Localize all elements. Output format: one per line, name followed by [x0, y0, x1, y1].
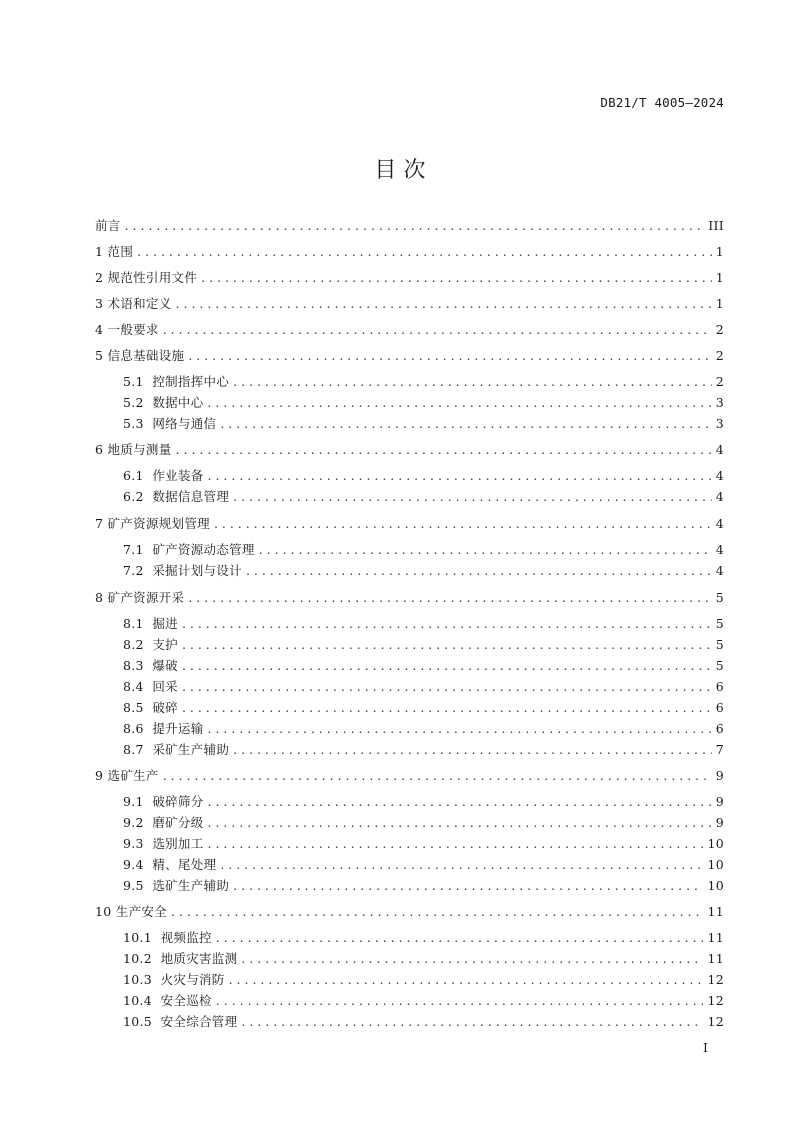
toc-entry-page: 4: [715, 516, 724, 531]
toc-entry-label: 数据信息管理: [152, 489, 230, 504]
toc-entry[interactable]: [123, 563, 724, 579]
toc-entry-page: 12: [707, 993, 724, 1008]
toc-entry[interactable]: [123, 794, 724, 810]
dot-leader: [201, 270, 712, 286]
toc-entry-number: 8: [95, 590, 108, 605]
toc-entry-number: 10.5: [123, 1014, 161, 1029]
toc-entry-page: 1: [715, 270, 724, 285]
toc-entry[interactable]: [123, 700, 724, 716]
toc-entry[interactable]: [95, 218, 724, 234]
toc-entry-page: III: [708, 218, 724, 233]
toc-title: 目 次: [374, 158, 426, 183]
toc-entry-number: 10.4: [123, 993, 161, 1008]
toc-entry-page: 6: [715, 700, 724, 715]
dot-leader: [188, 348, 711, 364]
dot-leader: [259, 542, 712, 558]
toc-entry-label: 术语和定义: [107, 296, 172, 311]
toc-entry-page: 5: [715, 637, 724, 652]
toc-entry-label: 控制指挥中心: [152, 374, 230, 389]
toc-entry-page: 11: [707, 930, 724, 945]
dot-leader: [188, 590, 711, 606]
toc-entry[interactable]: [95, 244, 724, 260]
toc-entry-page: 5: [715, 658, 724, 673]
toc-entry-label: 规范性引用文件: [107, 270, 198, 285]
toc-entry[interactable]: [123, 993, 724, 1009]
toc-entry-label: 前言: [95, 218, 121, 233]
toc-entry-label: 火灾与消防: [160, 972, 225, 987]
toc-entry[interactable]: [95, 348, 724, 364]
toc-entry-page: 2: [715, 374, 724, 389]
dot-leader: [182, 658, 712, 674]
toc-entry[interactable]: [95, 590, 724, 606]
toc-entry-number: 7.1: [123, 542, 153, 557]
dot-leader: [163, 768, 712, 784]
toc-entry-label: 一般要求: [107, 322, 159, 337]
dot-leader: [208, 815, 712, 831]
dot-leader: [137, 244, 712, 260]
toc-entry-label: 支护: [152, 637, 178, 652]
toc-entry-number: 10.2: [123, 951, 161, 966]
toc-entry-page: 11: [707, 951, 724, 966]
toc-entry[interactable]: [123, 542, 724, 558]
toc-entry-number: 9: [95, 768, 108, 783]
toc-entry-label: 回采: [152, 679, 178, 694]
toc-entry-page: 4: [715, 542, 724, 557]
toc-entry-number: 9.1: [123, 794, 153, 809]
toc-entry[interactable]: [123, 468, 724, 484]
toc-entry-page: 10: [707, 878, 724, 893]
toc-entry-page: 6: [715, 679, 724, 694]
toc-entry-page: 4: [715, 489, 724, 504]
toc-entry-label: 掘进: [152, 616, 178, 631]
toc-entry[interactable]: [123, 1014, 724, 1030]
toc-entry[interactable]: [95, 296, 724, 312]
toc-entry[interactable]: [95, 270, 724, 286]
toc-entry-number: 9.3: [123, 836, 153, 851]
toc-entry-label: 安全巡检: [160, 993, 212, 1008]
toc-entry[interactable]: [95, 442, 724, 458]
toc-entry-number: 9.4: [123, 857, 153, 872]
toc-entry-number: 6.2: [123, 489, 153, 504]
toc-entry-page: 11: [707, 904, 724, 919]
toc-entry-page: 10: [707, 836, 724, 851]
toc-entry[interactable]: [95, 768, 724, 784]
toc-entry-number: 9.2: [123, 815, 153, 830]
toc-entry-number: 6: [95, 442, 108, 457]
dot-leader: [208, 721, 712, 737]
toc-entry-page: 2: [715, 348, 724, 363]
toc-entry[interactable]: [123, 658, 724, 674]
dot-leader: [246, 563, 712, 579]
toc-entry-label: 数据中心: [152, 395, 204, 410]
toc-entry[interactable]: [123, 815, 724, 831]
toc-entry-number: 8.2: [123, 637, 153, 652]
toc-entry-number: 5.3: [123, 416, 153, 431]
toc-entry-label: 选矿生产: [107, 768, 159, 783]
toc-entry-page: 1: [715, 296, 724, 311]
toc-entry[interactable]: [123, 878, 724, 894]
toc-entry-page: 7: [715, 742, 724, 757]
toc-entry-number: 7.2: [123, 563, 153, 578]
toc-entry-label: 磨矿分级: [152, 815, 204, 830]
toc-entry[interactable]: [123, 637, 724, 653]
dot-leader: [233, 374, 712, 390]
toc-entry-label: 作业装备: [152, 468, 204, 483]
toc-entry[interactable]: [123, 742, 724, 758]
dot-leader: [220, 857, 703, 873]
toc-entry-number: 6.1: [123, 468, 153, 483]
toc-entry-page: 3: [715, 416, 724, 431]
dot-leader: [176, 442, 712, 458]
toc-entry-label: 安全综合管理: [160, 1014, 238, 1029]
dot-leader: [214, 516, 712, 532]
toc-entry-label: 范围: [107, 244, 134, 259]
toc-entry-label: 提升运输: [152, 721, 204, 736]
toc-entry-page: 9: [715, 815, 724, 830]
toc-entry[interactable]: [123, 616, 724, 632]
toc-entry-label: 视频监控: [160, 930, 212, 945]
toc-entry-label: 矿产资源开采: [107, 590, 185, 605]
toc-entry-number: 5: [95, 348, 108, 363]
toc-entry-label: 破碎筛分: [152, 794, 204, 809]
toc-entry-number: 5.1: [123, 374, 153, 389]
toc-entry-page: 6: [715, 721, 724, 736]
toc-entry[interactable]: [95, 904, 724, 920]
dot-leader: [182, 700, 712, 716]
dot-leader: [208, 395, 712, 411]
dot-leader: [125, 218, 705, 234]
dot-leader: [220, 416, 711, 432]
dot-leader: [163, 322, 712, 338]
toc-entry-label: 网络与通信: [152, 416, 217, 431]
toc-entry[interactable]: [95, 322, 724, 338]
dot-leader: [182, 616, 712, 632]
toc-entry-number: 2: [95, 270, 108, 285]
toc-entry-page: 12: [707, 972, 724, 987]
dot-leader: [216, 993, 704, 1009]
toc-entry[interactable]: [123, 374, 724, 390]
toc-entry-number: 8.6: [123, 721, 153, 736]
dot-leader: [233, 878, 703, 894]
toc-entry-number: 8.7: [123, 742, 153, 757]
dot-leader: [208, 794, 712, 810]
toc-entry-page: 12: [707, 1014, 724, 1029]
toc-entry-number: 8.1: [123, 616, 153, 631]
toc-entry-number: 10.3: [123, 972, 161, 987]
standard-code: DB21/T 4005—2024: [600, 95, 724, 110]
dot-leader: [216, 930, 704, 946]
dot-leader: [233, 489, 712, 505]
dot-leader: [182, 679, 712, 695]
toc-entry-label: 爆破: [152, 658, 178, 673]
toc-entry-page: 10: [707, 857, 724, 872]
toc-entry[interactable]: [123, 857, 724, 873]
toc-entry-label: 地质与测量: [107, 442, 172, 457]
toc-entry[interactable]: [123, 395, 724, 411]
toc-entry-number: 9.5: [123, 878, 153, 893]
toc-entry-page: 9: [715, 794, 724, 809]
toc-entry-number: 7: [95, 516, 108, 531]
toc-entry[interactable]: [123, 836, 724, 852]
toc-entry-label: 采矿生产辅助: [152, 742, 230, 757]
toc-entry-number: 8.5: [123, 700, 153, 715]
toc-entry[interactable]: [123, 416, 724, 432]
toc-entry-label: 生产安全: [115, 904, 167, 919]
dot-leader: [229, 972, 704, 988]
dot-leader: [171, 904, 704, 920]
toc-entry-number: 8.3: [123, 658, 153, 673]
toc-entry-label: 矿产资源动态管理: [152, 542, 255, 557]
toc-entry[interactable]: [123, 489, 724, 505]
dot-leader: [241, 1014, 703, 1030]
toc-entry[interactable]: [123, 679, 724, 695]
toc-entry-page: 4: [715, 563, 724, 578]
toc-entry-label: 地质灾害监测: [160, 951, 238, 966]
toc-entry-number: 5.2: [123, 395, 153, 410]
toc-entry-label: 信息基础设施: [107, 348, 185, 363]
toc-entry-number: 3: [95, 296, 108, 311]
toc-entry-label: 矿产资源规划管理: [107, 516, 210, 531]
toc-entry[interactable]: [123, 721, 724, 737]
toc-entry-number: 1: [95, 244, 108, 259]
toc-entry-page: 9: [715, 768, 724, 783]
toc-entry[interactable]: [123, 972, 724, 988]
toc-entry-number: 10: [95, 904, 116, 919]
toc-entry-number: 8.4: [123, 679, 153, 694]
dot-leader: [241, 951, 703, 967]
toc-entry-page: 4: [715, 442, 724, 457]
toc-entry-page: 5: [715, 590, 724, 605]
dot-leader: [208, 836, 704, 852]
toc-entry-page: 3: [715, 395, 724, 410]
dot-leader: [182, 637, 712, 653]
page-number: I: [703, 1040, 708, 1055]
toc-entry[interactable]: [95, 516, 724, 532]
toc-entry-page: 4: [715, 468, 724, 483]
toc-entry-label: 采掘计划与设计: [152, 563, 242, 578]
toc-entry-number: 4: [95, 322, 108, 337]
toc-entry-label: 选别加工: [152, 836, 204, 851]
toc-entry-label: 选矿生产辅助: [152, 878, 230, 893]
toc-entry-page: 5: [715, 616, 724, 631]
dot-leader: [176, 296, 712, 312]
dot-leader: [233, 742, 712, 758]
toc-entry-number: 10.1: [123, 930, 161, 945]
toc-entry-page: 1: [715, 244, 724, 259]
toc-entry-page: 2: [715, 322, 724, 337]
toc-entry-label: 精、尾处理: [152, 857, 217, 872]
toc-entry[interactable]: [123, 930, 724, 946]
toc-entry[interactable]: [123, 951, 724, 967]
toc-entry-label: 破碎: [152, 700, 178, 715]
dot-leader: [208, 468, 712, 484]
